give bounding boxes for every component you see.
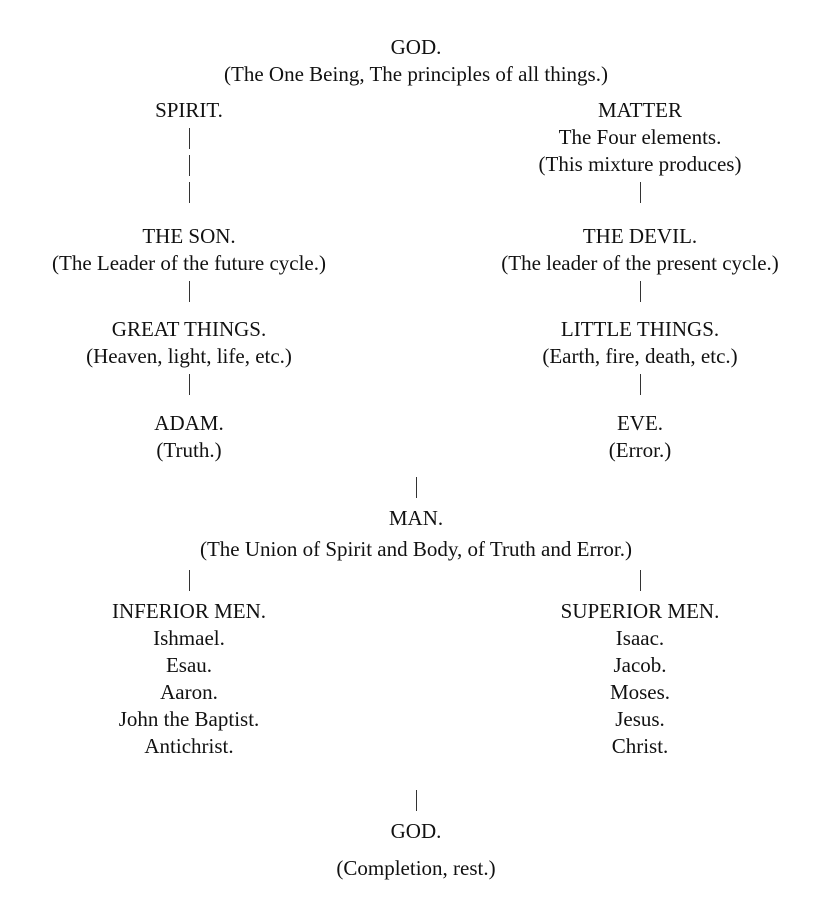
connector-line bbox=[640, 281, 641, 302]
great-things-title: GREAT THINGS. bbox=[111, 317, 267, 341]
connector-line bbox=[189, 570, 190, 591]
man-node-subtitle: (The Union of Spirit and Body, of Truth and Error.) bbox=[199, 537, 633, 561]
inferior-member: Ishmael. bbox=[153, 626, 225, 650]
great-things-subtitle: (Heaven, light, life, etc.) bbox=[86, 344, 292, 368]
bottom-node-subtitle: (Completion, rest.) bbox=[336, 856, 496, 880]
devil-node-title: THE DEVIL. bbox=[582, 224, 698, 248]
connector-line bbox=[189, 128, 190, 149]
inferior-member: John the Baptist. bbox=[118, 707, 260, 731]
inferior-member: Antichrist. bbox=[144, 734, 234, 758]
connector-line bbox=[189, 374, 190, 395]
top-node-title: GOD. bbox=[390, 35, 442, 59]
eve-node-title: EVE. bbox=[616, 411, 664, 435]
spirit-node: SPIRIT. bbox=[155, 98, 223, 122]
inferior-member: Aaron. bbox=[160, 680, 218, 704]
little-things-title: LITTLE THINGS. bbox=[560, 317, 720, 341]
connector-line bbox=[416, 477, 417, 498]
superior-men-title: SUPERIOR MEN. bbox=[560, 599, 720, 623]
connector-line bbox=[189, 155, 190, 176]
connector-line bbox=[189, 182, 190, 203]
man-node-title: MAN. bbox=[388, 506, 444, 530]
inferior-member: Esau. bbox=[165, 653, 213, 677]
connector-line bbox=[640, 182, 641, 203]
little-things-subtitle: (Earth, fire, death, etc.) bbox=[542, 344, 738, 368]
top-node-subtitle: (The One Being, The principles of all things.) bbox=[224, 62, 608, 86]
adam-node-title: ADAM. bbox=[154, 411, 224, 435]
devil-node-subtitle: (The leader of the present cycle.) bbox=[501, 251, 779, 275]
eve-node-subtitle: (Error.) bbox=[608, 438, 672, 462]
son-node-title: THE SON. bbox=[142, 224, 236, 248]
superior-member: Jesus. bbox=[615, 707, 665, 731]
adam-node-subtitle: (Truth.) bbox=[156, 438, 222, 462]
matter-line3: (This mixture produces) bbox=[538, 152, 742, 176]
superior-member: Isaac. bbox=[615, 626, 665, 650]
connector-line bbox=[189, 281, 190, 302]
connector-line bbox=[640, 570, 641, 591]
superior-member: Christ. bbox=[611, 734, 669, 758]
connector-line bbox=[640, 374, 641, 395]
superior-member: Jacob. bbox=[613, 653, 667, 677]
son-node-subtitle: (The Leader of the future cycle.) bbox=[51, 251, 327, 275]
connector-line bbox=[416, 790, 417, 811]
inferior-men-title: INFERIOR MEN. bbox=[111, 599, 267, 623]
matter-node: MATTER bbox=[598, 98, 682, 122]
superior-member: Moses. bbox=[609, 680, 671, 704]
matter-line2: The Four elements. bbox=[558, 125, 722, 149]
bottom-node-title: GOD. bbox=[390, 819, 442, 843]
